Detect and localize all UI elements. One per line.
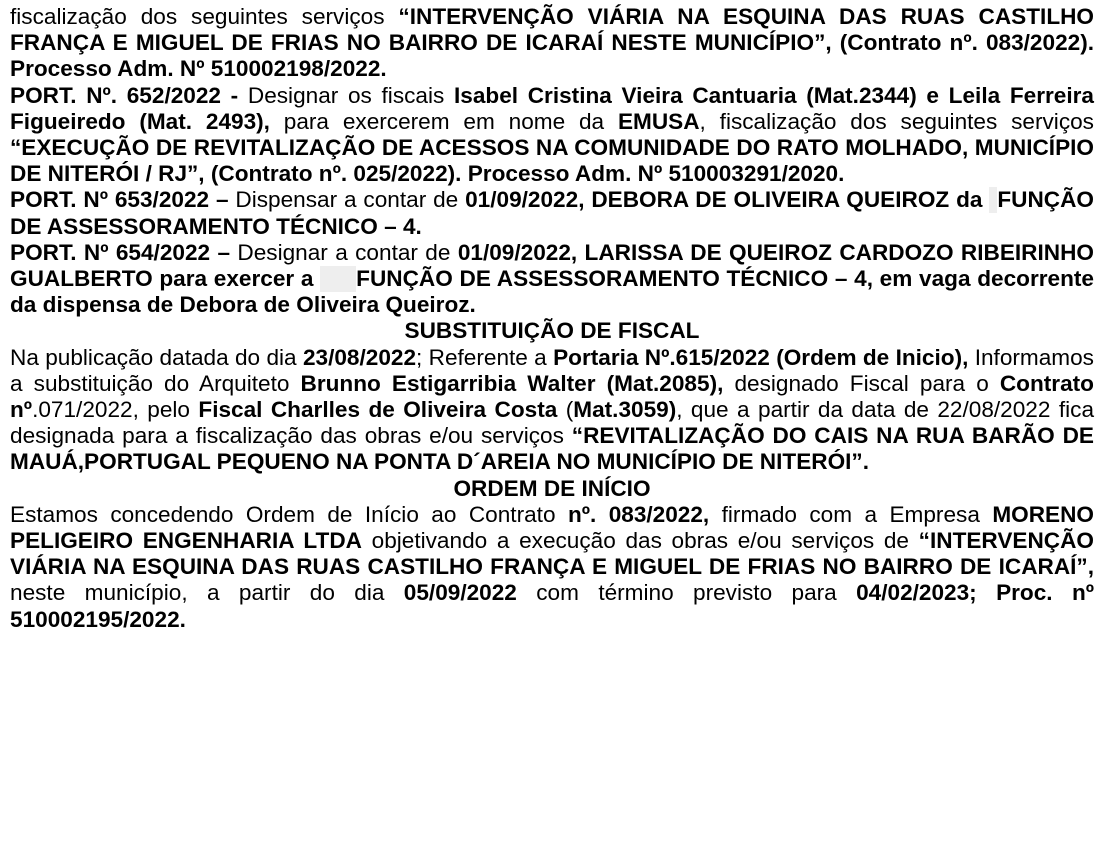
ordem-paragraph (10, 502, 1094, 633)
ordem-text: com término previsto para (516, 580, 857, 606)
portaria-654-name: 01/09/2022, LARISSA DE QUEIROZ CARDOZO RIBEIRINHO GUALBERTO para exercer a (10, 239, 1094, 292)
substituicao-fiscal: Fiscal Charlles de Oliveira Costa (198, 397, 558, 423)
substituicao-portaria: Portaria Nº.615/2022 (Ordem de Inicio), (553, 344, 969, 370)
intro-service-title: “INTERVENÇÃO VIÁRIA NA ESQUINA DAS RUAS CASTILHO FRANÇA E MIGUEL DE FRIAS NO BAIRRO DE ICARAÍ NESTE MUNICÍPIO”, (Contrato nº. 083/2022). Processo Adm. Nº 510002198/2022. (10, 4, 1095, 82)
substituicao-text: designado Fiscal para o (723, 370, 1000, 396)
ordem-text: firmado com a Empresa (709, 501, 993, 527)
portaria-652-number: PORT. Nº. 652/2022 - (10, 82, 248, 108)
substituicao-text: .071/2022, pelo (32, 397, 199, 423)
ordem-text: neste município, a partir do dia (10, 580, 404, 606)
ordem-service-title: “INTERVENÇÃO VIÁRIA NA ESQUINA DAS RUAS CASTILHO FRANÇA E MIGUEL DE FRIAS NO BAIRRO DE ICARAÍ”, (10, 528, 1095, 580)
intro-text: fiscalização dos seguintes serviços (10, 4, 399, 29)
portaria-654-number: PORT. Nº 654/2022 – (10, 239, 231, 265)
portaria-652-emusa: EMUSA (617, 108, 700, 134)
portaria-653-name: 01/09/2022, DEBORA DE OLIVEIRA QUEIROZ da (465, 187, 990, 213)
substituicao-paragraph (10, 345, 1094, 476)
portaria-653-funcao: FUNÇÃO DE ASSESSORAMENTO TÉCNICO – 4. (10, 187, 1094, 239)
shaded-gap (320, 266, 356, 292)
substituicao-text: ( (557, 397, 574, 423)
portaria-653-paragraph (10, 187, 1094, 239)
substituicao-text: ; Referente a (416, 344, 554, 370)
portaria-653-text: Dispensar a contar de (228, 187, 466, 213)
portaria-652-fiscais: Isabel Cristina Vieira Cantuaria (Mat.2344) e Leila Ferreira Figueiredo (Mat. 2493), (10, 82, 1094, 134)
substituicao-heading: SUBSTITUIÇÃO DE FISCAL (404, 318, 700, 344)
substituicao-service-title: “REVITALIZAÇÃO DO CAIS NA RUA BARÃO DE MAUÁ,PORTUGAL PEQUENO NA PONTA D´AREIA NO MUNICÍPIO DE NITERÓI”. (10, 423, 1094, 475)
substituicao-contrato: Contrato nº (10, 370, 1094, 423)
substituicao-date: 23/08/2022 (302, 344, 417, 370)
portaria-652-service-title: “EXECUÇÃO DE REVITALIZAÇÃO DE ACESSOS NA COMUNIDADE DO RATO MOLHADO, MUNICÍPIO DE NITERÓI / RJ”, (Contrato nº. 025/2022). Processo Adm. Nº 510003291/2020. (10, 135, 1094, 187)
portaria-654-funcao: FUNÇÃO DE ASSESSORAMENTO TÉCNICO – 4, em vaga decorrente da dispensa de Debora de Oliveira Queiroz. (10, 266, 1094, 318)
portaria-652-text: para exercerem em nome da (269, 108, 618, 134)
substituicao-text: Informamos a substituição do Arquiteto (10, 344, 1094, 396)
ordem-end-date: 04/02/2023; Proc. nº 510002195/2022. (10, 580, 1094, 632)
portaria-652-text: Designar os fiscais (247, 82, 454, 108)
substituicao-matricula: Mat.3059) (573, 397, 677, 423)
ordem-empresa: MORENO PELIGEIRO ENGENHARIA LTDA (10, 501, 1094, 554)
ordem-start-date: 05/09/2022 (403, 580, 517, 606)
ordem-contrato: nº. 083/2022, (567, 501, 710, 527)
ordem-heading: ORDEM DE INÍCIO (453, 475, 651, 501)
ordem-text: Estamos concedendo Ordem de Início ao Contrato (10, 501, 568, 527)
intro-paragraph (10, 4, 1094, 83)
portaria-654-text: Designar a contar de (230, 239, 458, 265)
portaria-653-number: PORT. Nº 653/2022 – (10, 187, 229, 213)
substituicao-arquiteto: Brunno Estigarribia Walter (Mat.2085), (300, 370, 724, 396)
substituicao-text: , que a partir da data de 22/08/2022 fica designada para a fiscalização das obras e/ou serviços (10, 397, 1095, 449)
ordem-text: objetivando a execução das obras e/ou serviços de (361, 528, 919, 554)
substituicao-text: Na publicação datada do dia (10, 344, 303, 370)
portaria-652-text: , fiscalização dos seguintes serviços (699, 108, 1094, 134)
portaria-654-paragraph (10, 240, 1094, 319)
portaria-652-paragraph (10, 83, 1094, 188)
